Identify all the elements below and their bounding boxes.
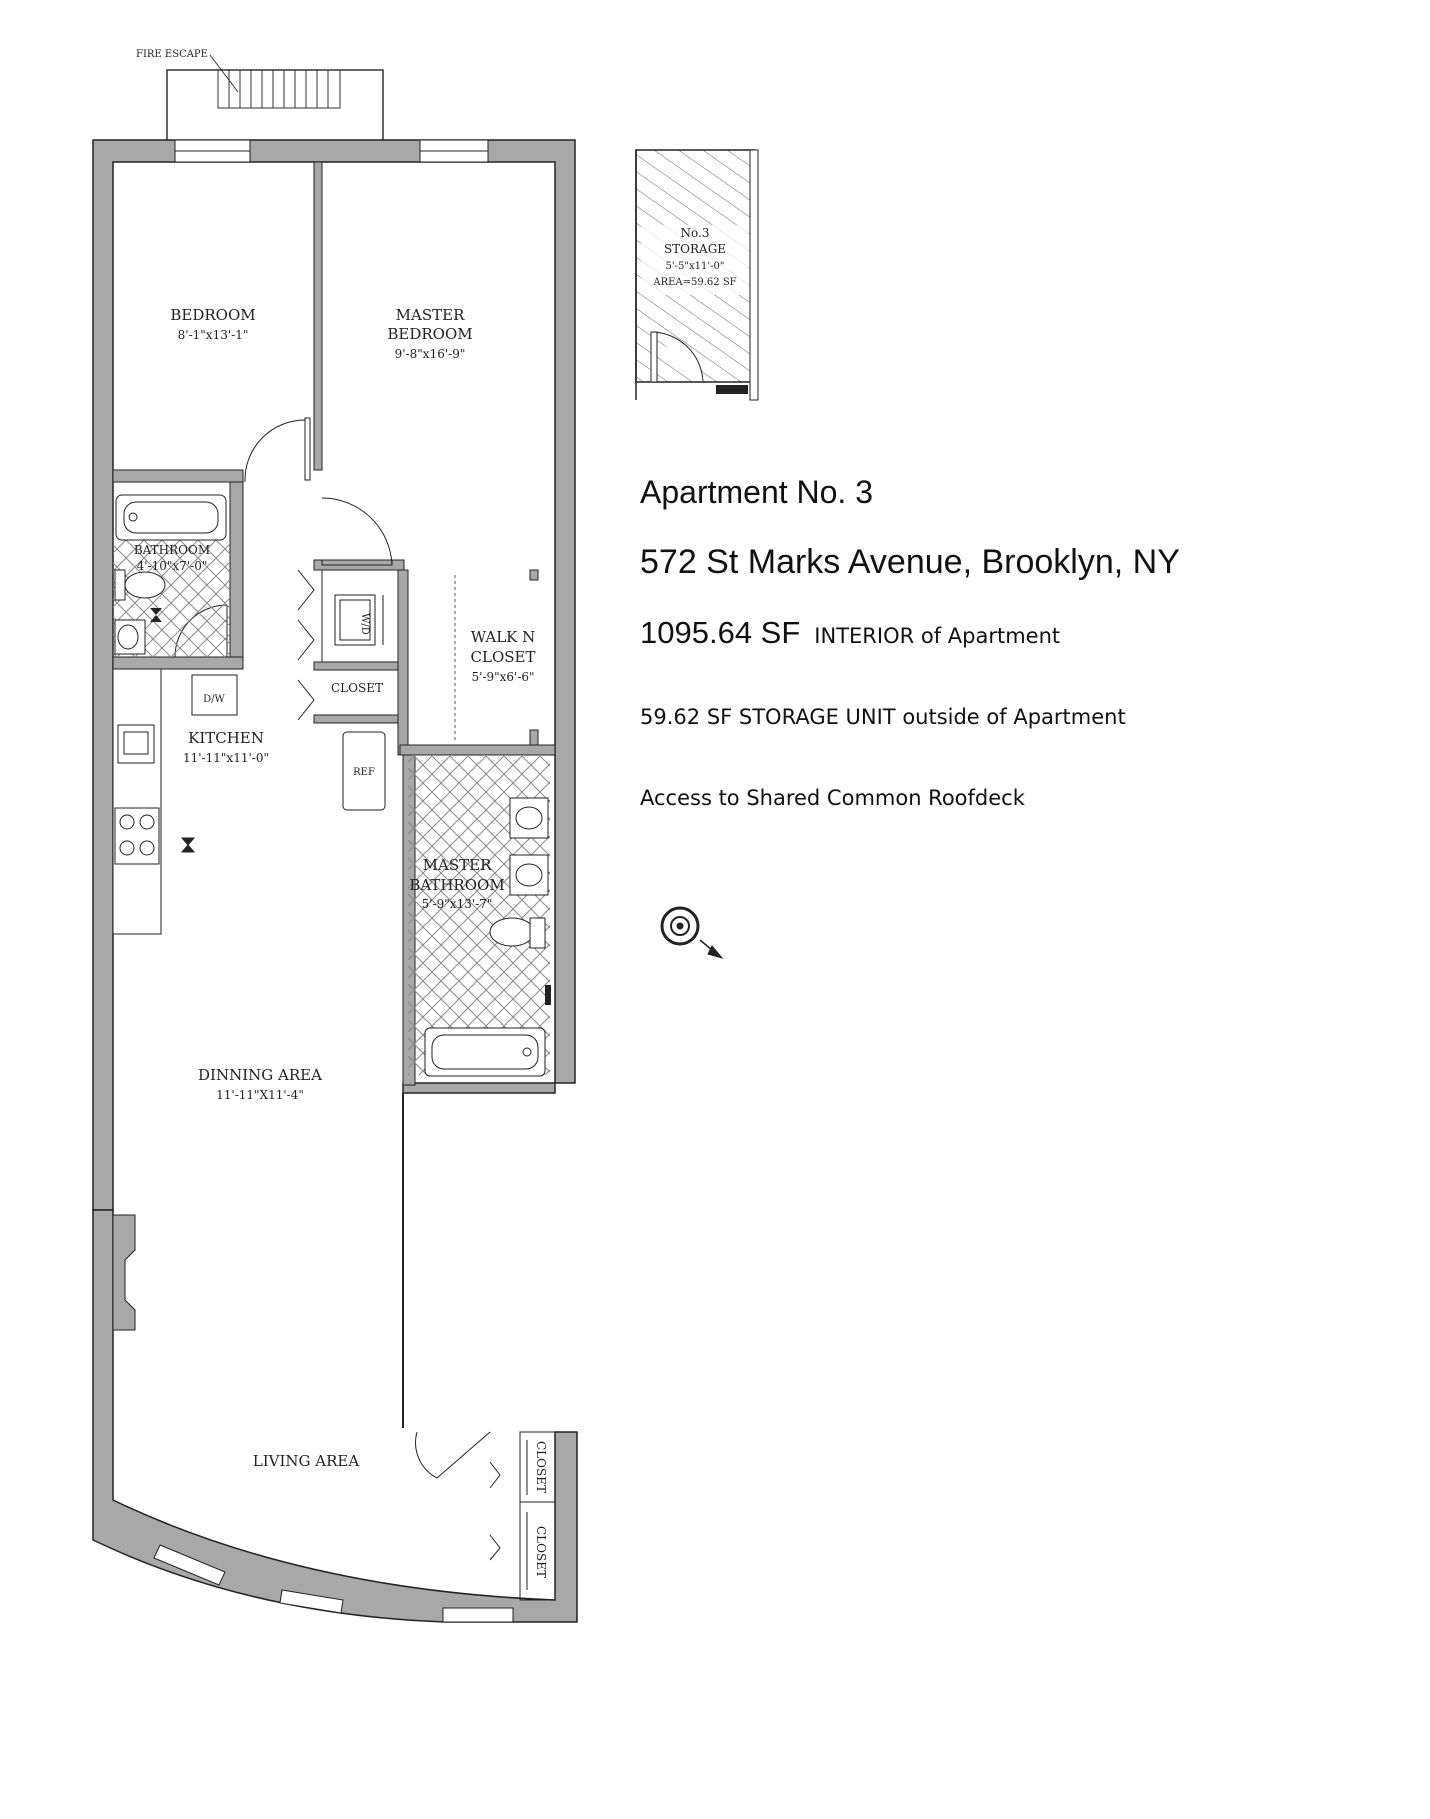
storage-line3: 5'-5"x11'-0" xyxy=(665,261,725,272)
master-bedroom-size: 9'-8"x16'-9" xyxy=(394,347,466,361)
walk-in-closet xyxy=(455,575,535,740)
master-bedroom-name2: BEDROOM xyxy=(387,325,473,343)
front-closets xyxy=(490,1432,555,1600)
living-name: LIVING AREA xyxy=(252,1452,360,1470)
storage-area-label: SF STORAGE UNIT outside of Apartment xyxy=(706,705,1126,729)
bathroom xyxy=(113,495,230,657)
interior-area-value: 1095.64 SF xyxy=(640,615,801,650)
closet-front-2-label: CLOSET xyxy=(534,1526,548,1578)
entry-door xyxy=(416,1432,490,1478)
laundry-closet xyxy=(298,570,398,720)
walk-in-closet-name1: WALK N xyxy=(470,628,536,646)
master-bathroom xyxy=(408,755,551,1076)
storage-area-value: 59.62 xyxy=(640,705,701,729)
kitchen-size: 11'-11"x11'-0" xyxy=(183,751,269,765)
dishwasher-label: D/W xyxy=(203,694,225,705)
fireplace xyxy=(113,1215,135,1330)
bedroom-name: BEDROOM xyxy=(170,306,256,324)
master-bathroom-name2: BATHROOM xyxy=(409,876,505,894)
fire-escape xyxy=(136,49,383,142)
apartment-address: 572 St Marks Avenue, Brooklyn, NY xyxy=(640,543,1180,581)
kitchen xyxy=(113,669,385,934)
storage-line4: AREA=59.62 SF xyxy=(653,277,737,288)
roofdeck-access: Access to Shared Common Roofdeck xyxy=(640,786,1025,810)
dining-size: 11'-11"X11'-4" xyxy=(216,1088,304,1102)
interior-area-label: INTERIOR of Apartment xyxy=(814,624,1061,648)
fire-escape-label: FIRE ESCAPE xyxy=(136,49,208,60)
apartment-title: Apartment No. 3 xyxy=(640,474,873,510)
refrigerator-label: REF xyxy=(353,767,375,778)
bathroom-size: 4'-10"x7'-0" xyxy=(136,559,208,573)
closet-front-1-label: CLOSET xyxy=(534,1441,548,1493)
walk-in-closet-size: 5'-9"x6'-6" xyxy=(471,670,535,684)
dining-name: DINNING AREA xyxy=(198,1066,322,1084)
storage-unit xyxy=(636,150,758,400)
storage-line2: STORAGE xyxy=(663,242,727,256)
walk-in-closet-name2: CLOSET xyxy=(470,648,536,666)
compass-icon xyxy=(662,908,722,958)
storage-line1: No.3 xyxy=(680,226,710,240)
master-bedroom-door xyxy=(322,498,392,565)
kitchen-name: KITCHEN xyxy=(188,729,264,747)
bedroom-size: 8'-1"x13'-1" xyxy=(177,328,249,342)
closet-mid-label: CLOSET xyxy=(331,681,383,695)
bathroom-name: BATHROOM xyxy=(133,543,211,557)
master-bedroom-name1: MASTER xyxy=(395,306,465,324)
master-bathroom-size: 5'-9"x13'-7" xyxy=(421,897,493,911)
master-bathroom-name1: MASTER xyxy=(422,856,492,874)
storage-area xyxy=(640,705,1126,729)
interior-area xyxy=(640,615,1060,651)
bedroom-door xyxy=(245,418,310,482)
washer-dryer-label: W/D xyxy=(359,613,370,635)
